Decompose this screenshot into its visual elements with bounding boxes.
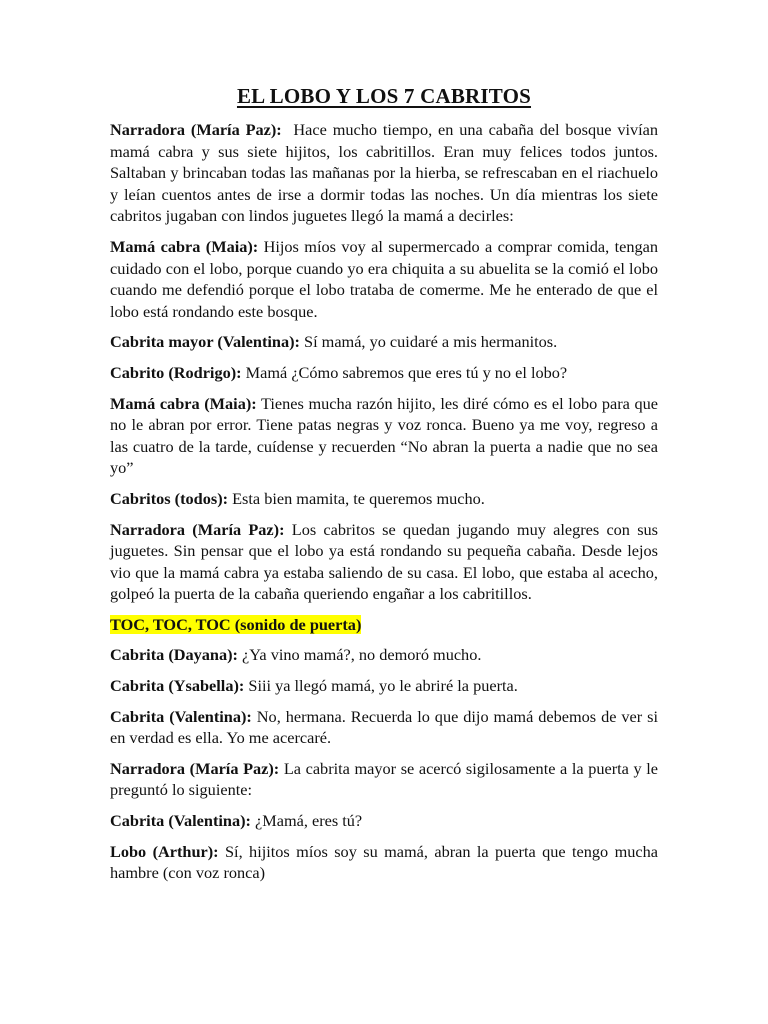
document-title: EL LOBO Y LOS 7 CABRITOS	[236, 84, 532, 108]
sound-effect-highlight: TOC, TOC, TOC (sonido de puerta)	[110, 614, 362, 634]
dialogue-text: Esta bien mamita, te queremos mucho.	[228, 488, 485, 508]
speaker-label: Narradora (María Paz):	[110, 519, 285, 539]
dialogue-text: Hijos míos voy al supermercado a comprar comida, tengan cuidado con el lobo, porque cuando yo era chiquita a su abuelita se la comió el lobo cuando me defendió porque el lobo trataba de comerme. Me he enterado de que el lobo está rondando este bosque.	[110, 236, 659, 321]
dialogue-paragraph	[110, 706, 658, 749]
speaker-label: Cabritos (todos):	[110, 488, 229, 508]
dialogue-paragraph	[110, 675, 658, 697]
dialogue-text: ¿Mamá, eres tú?	[250, 811, 363, 831]
speaker-label: Cabrito (Rodrigo):	[110, 362, 242, 382]
speaker-label: Narradora (María Paz):	[110, 120, 282, 139]
dialogue-paragraph	[110, 362, 658, 384]
dialogue-paragraph	[110, 519, 658, 605]
dialogue-text: Hace mucho tiempo, en una cabaña del bosque vivían mamá cabra y sus siete hijitos, los cabritillos. Eran muy felices todos juntos. Saltaban y brincaban todas las mañanas por la hierba, se refrescaban en el riachuelo y leían cuentos antes de irse a dormir todas las noches. Un día mientras los siete cabritos jugaban con lindos juguetes llegó la mamá a decirles:	[110, 120, 663, 226]
dialogue-text: No, hermana. Recuerda lo que dijo mamá debemos de ver si en verdad es ella. Yo me acercaré.	[110, 706, 659, 748]
dialogue-text: Mamá ¿Cómo sabremos que eres tú y no el lobo?	[241, 362, 568, 382]
speaker-label: Cabrita (Dayana):	[110, 645, 238, 665]
dialogue-paragraph	[110, 841, 658, 884]
dialogue-paragraph	[110, 236, 658, 322]
dialogue-paragraph	[110, 119, 663, 227]
speaker-label: Cabrita (Valentina):	[110, 811, 251, 831]
dialogue-text: Siii ya llegó mamá, yo le abriré la puerta.	[244, 676, 518, 696]
dialogue-paragraph	[110, 331, 658, 353]
speaker-label: Mamá cabra (Maia):	[110, 236, 259, 256]
speaker-label: Mamá cabra (Maia):	[110, 393, 257, 413]
speaker-label: Cabrita mayor (Valentina):	[110, 332, 300, 352]
speaker-label: Cabrita (Valentina):	[110, 706, 252, 726]
speaker-label: Cabrita (Ysabella):	[110, 676, 245, 696]
dialogue-text: Tienes mucha razón hijito, les diré cómo es el lobo para que no le abran por error. Tiene patas negras y voz ronca. Bueno ya me voy, regreso a las cuatro de la tarde, cuídense y recuerden “No abran la puerta a nadie que no sea yo”	[110, 393, 659, 478]
dialogue-text: Los cabritos se quedan jugando muy alegres con sus juguetes. Sin pensar que el lobo ya está rondando su pequeña cabaña. Desde lejos vio que la mamá cabra ya estaba saliendo de su casa. El lobo, que estaba al acecho, golpeó la puerta de la cabaña queriendo engañar a los cabritillos.	[110, 519, 659, 604]
document-page	[110, 84, 663, 893]
dialogue-text: La cabrita mayor se acercó sigilosamente a la puerta y le preguntó lo siguiente:	[110, 758, 658, 800]
dialogue-text: Sí, hijitos míos soy su mamá, abran la puerta que tengo mucha hambre (con voz ronca)	[110, 841, 658, 883]
dialogue-paragraph	[110, 644, 658, 666]
sound-effect-paragraph	[110, 614, 658, 636]
speaker-label: Narradora (María Paz):	[110, 758, 280, 778]
dialogue-paragraph	[110, 810, 658, 832]
speaker-label: Lobo (Arthur):	[110, 841, 219, 861]
dialogue-text: ¿Ya vino mamá?, no demoró mucho.	[237, 645, 482, 665]
dialogue-paragraph	[110, 758, 658, 801]
dialogue-paragraph	[110, 488, 658, 510]
dialogue-paragraph	[110, 393, 658, 479]
dialogue-text: Sí mamá, yo cuidaré a mis hermanitos.	[299, 332, 558, 352]
